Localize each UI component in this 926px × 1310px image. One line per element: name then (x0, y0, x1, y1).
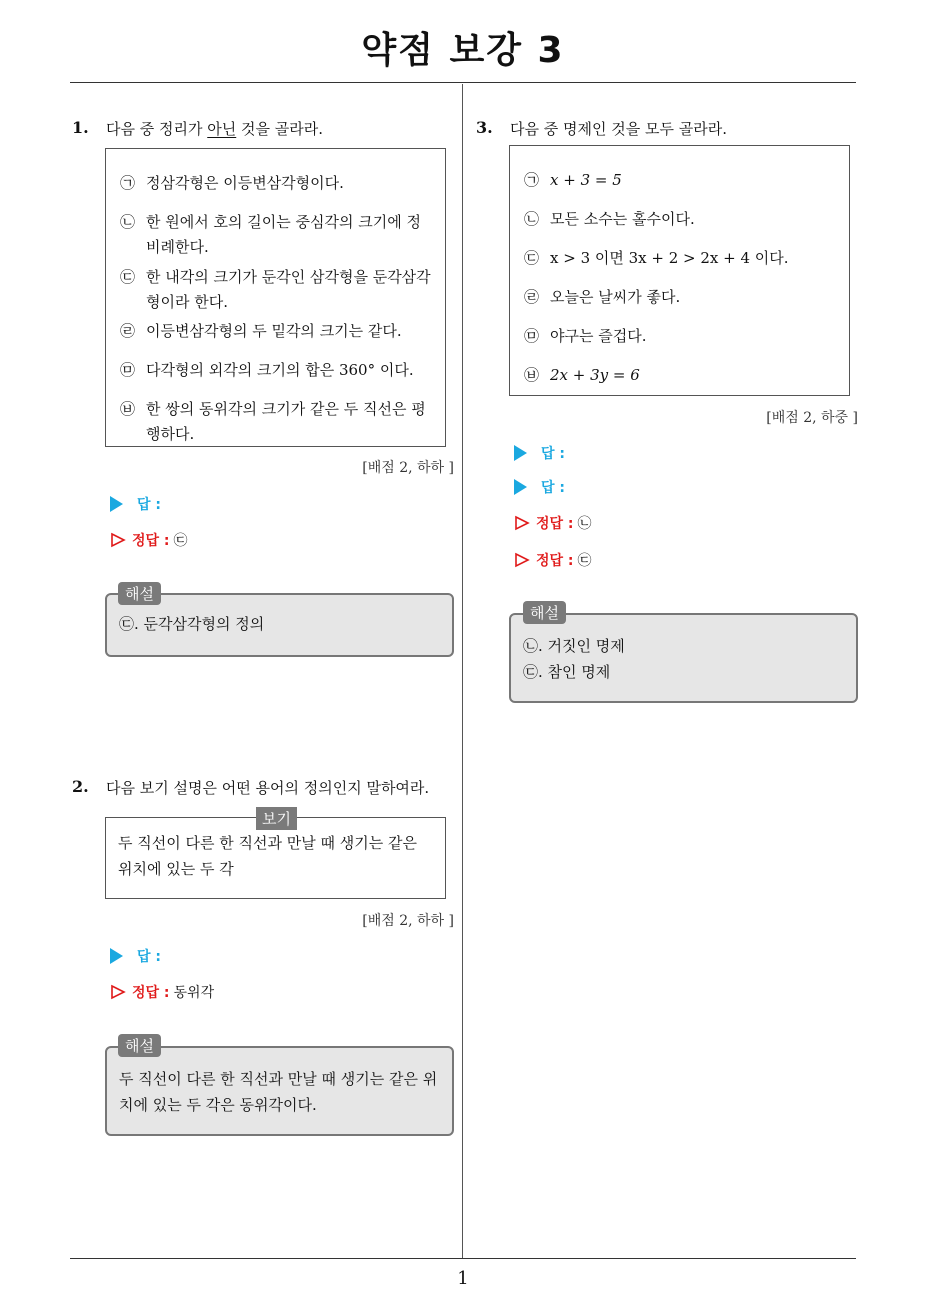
choice-item: ㉣ 이등변삼각형의 두 밑각의 크기는 같다. (120, 322, 402, 340)
choice-item: ㉢ 한 내각의 크기가 둔각인 삼각형을 둔각삼각형이라 한다. (120, 268, 431, 311)
play-icon (514, 479, 527, 495)
solution-line: ㉢. 참인 명제 (523, 663, 611, 681)
question-text: 다음 보기 설명은 어떤 용어의 정의인지 말하여라. (106, 779, 430, 797)
page-number: 1 (457, 1268, 469, 1289)
choice-item: ㉢ x > 3 이면 3x + 2 > 2x + 4 이다. (524, 249, 789, 267)
choice-item: ㉥ 한 쌍의 동위각의 크기가 같은 두 직선은 평행하다. (120, 400, 426, 443)
play-icon (514, 445, 527, 461)
outline-play-icon (514, 552, 530, 568)
question-number: 3. (476, 118, 493, 137)
solution-tag: 해설 (118, 582, 161, 605)
question-number: 1. (72, 118, 89, 137)
bogi-tag: 보기 (256, 807, 297, 830)
score-label: [배점 2, 하중 ] (766, 410, 858, 426)
choice-item: ㉥ 2x + 3y = 6 (524, 366, 640, 384)
question-number: 2. (72, 777, 89, 796)
choice-item: ㉣ 오늘은 날씨가 좋다. (524, 288, 681, 306)
correct-answer-line: 정답 : ㉢ (514, 550, 592, 570)
choice-item: ㉠ x + 3 = 5 (524, 171, 622, 189)
solution-tag: 해설 (118, 1034, 161, 1057)
top-divider (70, 82, 856, 83)
play-icon (110, 496, 123, 512)
choice-box (509, 145, 850, 396)
question-text: 다음 중 명제인 것을 모두 골라라. (510, 120, 727, 138)
solution-box (105, 1046, 454, 1136)
answer-line: 답 : (514, 443, 565, 463)
solution-line: ㉡. 거짓인 명제 (523, 637, 625, 655)
play-icon (110, 948, 123, 964)
correct-answer-line: 정답 : 동위각 (110, 982, 214, 1002)
solution-text: 두 직선이 다른 한 직선과 만날 때 생기는 같은 위치에 있는 두 각은 동위각이다. (119, 1070, 438, 1114)
solution-text (523, 633, 844, 685)
outline-play-icon (514, 515, 530, 531)
choice-item: ㉤ 야구는 즐겁다. (524, 327, 647, 345)
bogi-text: 두 직선이 다른 한 직선과 만날 때 생기는 같은 위치에 있는 두 각 (118, 834, 417, 878)
solution-box (509, 613, 858, 703)
correct-answer-line: 정답 : ㉢ (110, 530, 188, 550)
outline-play-icon (110, 984, 126, 1000)
answer-line: 답 : (110, 494, 161, 514)
question-text: 다음 중 정리가 아닌 것을 골라라. (106, 120, 323, 138)
answer-line: 답 : (110, 946, 161, 966)
score-label: [배점 2, 하하 ] (362, 460, 454, 476)
solution-text: ㉢. 둔각삼각형의 정의 (119, 615, 265, 633)
page-title: 약점 보강 3 (361, 30, 565, 71)
answer-line: 답 : (514, 477, 565, 497)
choice-item: ㉡ 한 원에서 호의 길이는 중심각의 크기에 정비례한다. (120, 213, 421, 256)
outline-play-icon (110, 532, 126, 548)
choice-item: ㉠ 정삼각형은 이등변삼각형이다. (120, 174, 344, 192)
choice-item: ㉤ 다각형의 외각의 크기의 합은 360° 이다. (120, 361, 414, 379)
column-divider (462, 84, 463, 1258)
underlined-word: 아닌 (207, 120, 237, 138)
solution-tag: 해설 (523, 601, 566, 624)
choice-box (105, 148, 446, 447)
bottom-divider (70, 1258, 856, 1259)
correct-answer-line: 정답 : ㉡ (514, 513, 592, 533)
choice-item: ㉡ 모든 소수는 홀수이다. (524, 210, 695, 228)
score-label: [배점 2, 하하 ] (362, 913, 454, 929)
